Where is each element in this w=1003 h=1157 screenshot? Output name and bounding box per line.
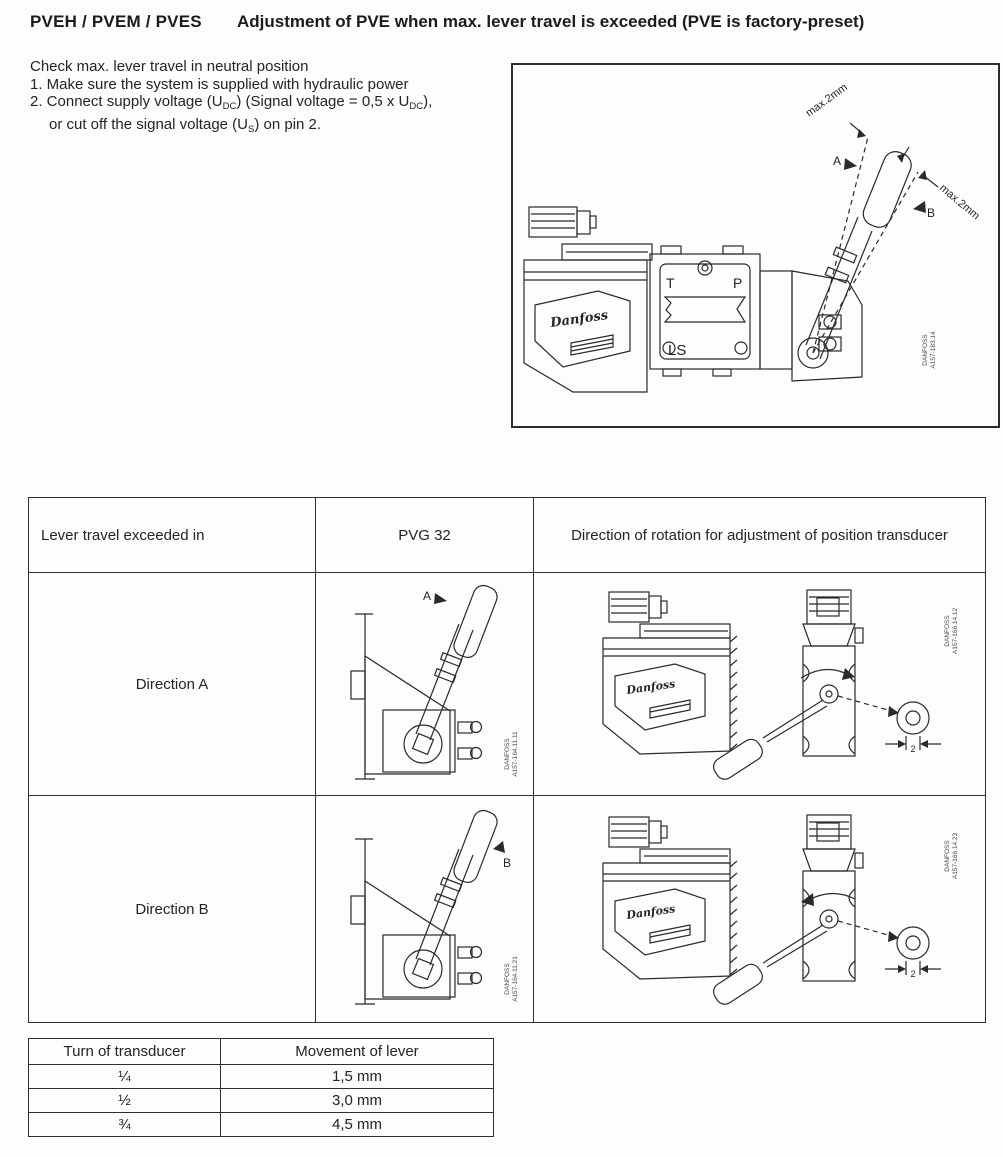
table-row-direction-a	[29, 573, 986, 796]
header-pvg32: PVG 32	[316, 498, 534, 573]
hex-dim-label: 2	[909, 969, 916, 979]
table-header-row	[29, 498, 986, 573]
max-travel-b-label: max.2mm	[937, 182, 982, 223]
instruction-step-1: 1. Make sure the system is supplied with hydraulic power	[30, 75, 409, 93]
step2-text: ),	[423, 93, 433, 110]
step2-text: 2. Connect supply voltage (U	[30, 93, 223, 110]
max-travel-a-label: max.2mm	[803, 81, 850, 120]
table-row-direction-b	[29, 796, 986, 1023]
instructions-block	[30, 58, 500, 138]
turn-value: ¾	[29, 1113, 221, 1137]
lever-assembly-drawing	[351, 808, 500, 1004]
rotation-figure-a	[545, 576, 975, 788]
header-turn-of-transducer: Turn of transducer	[29, 1039, 221, 1065]
lever-figure-b	[325, 801, 525, 1013]
transducer-side-view-drawing	[710, 590, 941, 783]
pve-side-view-drawing	[603, 592, 737, 754]
movement-value: 1,5 mm	[221, 1065, 494, 1089]
model-series-title: PVEH / PVEM / PVES	[30, 12, 202, 31]
direction-b-cell: Direction B	[29, 796, 316, 1023]
lever-drawing	[792, 123, 938, 381]
direction-a-arrow-icon	[434, 593, 447, 604]
direction-b-arrow-icon	[913, 201, 926, 213]
lever-assembly-drawing	[351, 583, 500, 779]
rotation-figure-a-cell	[534, 573, 986, 796]
rotation-cw-arrow-icon	[842, 668, 855, 680]
direction-a-label: A	[422, 589, 431, 603]
lever-figure-a-cell	[316, 573, 534, 796]
doc-header	[30, 12, 980, 32]
overview-figure	[511, 63, 1000, 428]
turn-value: ½	[29, 1089, 221, 1113]
figure-ref-number: A157-166.14.12	[951, 607, 959, 655]
step2-text: ) on pin 2.	[254, 115, 322, 133]
us-subscript: S	[248, 123, 255, 135]
table-header-row	[29, 1039, 494, 1065]
direction-b-arrow-icon	[493, 841, 505, 853]
table-row	[29, 1113, 494, 1137]
figure-ref-number: A157-164.11.11	[511, 731, 519, 777]
port-label-p: P	[733, 275, 743, 291]
figure-ref-brand: DANFOSS	[943, 615, 951, 647]
hex-dim-label: 2	[909, 744, 916, 754]
rotation-figure-b	[545, 801, 975, 1013]
overview-drawing	[513, 65, 998, 426]
lever-tip-arrow-icon	[897, 153, 905, 163]
header-movement-of-lever: Movement of lever	[221, 1039, 494, 1065]
port-label-ls: LS	[668, 342, 687, 359]
port-label-t: T	[666, 275, 675, 291]
direction-b-label: B	[927, 206, 936, 220]
direction-b-label: B	[502, 856, 511, 870]
header-direction-rotation: Direction of rotation for adjustment of position transducer	[534, 498, 986, 573]
lever-figure-b-cell	[316, 796, 534, 1023]
lever-figure-a	[325, 576, 525, 788]
udc-subscript: DC	[409, 101, 424, 112]
instruction-step-2	[30, 93, 500, 116]
movement-value: 4,5 mm	[221, 1113, 494, 1137]
figure-ref-number: A157-183.14	[930, 331, 937, 369]
rotation-figure-b-cell	[534, 796, 986, 1023]
transducer-turn-table	[28, 1038, 494, 1137]
danfoss-logo: Danfoss	[549, 308, 610, 331]
instruction-step-2-cont	[30, 116, 500, 139]
udc-subscript: DC	[222, 101, 237, 112]
turn-value: ¼	[29, 1065, 221, 1089]
danfoss-logo: Danfoss	[625, 902, 676, 922]
figure-ref-brand: DANFOSS	[503, 963, 511, 995]
table-row	[29, 1065, 494, 1089]
lever-travel-table	[28, 497, 986, 1023]
danfoss-logo: Danfoss	[625, 677, 676, 697]
dim-arrow-left-icon	[898, 740, 906, 748]
figure-ref-number: A157-164.11.21	[511, 956, 519, 1002]
dim-arrow-left-icon	[898, 965, 906, 973]
table-row	[29, 1089, 494, 1113]
instructions-heading: Check max. lever travel in neutral position	[30, 58, 309, 75]
figure-ref-brand: DANFOSS	[943, 840, 951, 872]
header-lever-travel: Lever travel exceeded in	[29, 498, 316, 573]
figure-ref-brand: DANFOSS	[503, 738, 511, 770]
direction-a-arrow-icon	[844, 158, 857, 170]
figure-ref-brand: DANFOSS	[922, 334, 929, 366]
step2-text: ) (Signal voltage = 0,5 x U	[236, 93, 410, 110]
step2-text: or cut off the signal voltage (U	[49, 115, 248, 133]
page-title: Adjustment of PVE when max. lever travel is exceeded (PVE is factory-preset)	[237, 12, 865, 31]
figure-ref-number: A157-166.14.23	[951, 832, 959, 880]
direction-a-cell: Direction A	[29, 573, 316, 796]
max-travel-b-arrowhead	[918, 170, 927, 180]
transducer-side-view-drawing	[710, 815, 941, 1008]
direction-a-label: A	[833, 154, 842, 168]
pve-side-view-drawing	[603, 817, 737, 979]
movement-value: 3,0 mm	[221, 1089, 494, 1113]
dim-arrow-right-icon	[920, 965, 928, 973]
dim-arrow-right-icon	[920, 740, 928, 748]
pve-actuator-drawing	[524, 207, 652, 392]
